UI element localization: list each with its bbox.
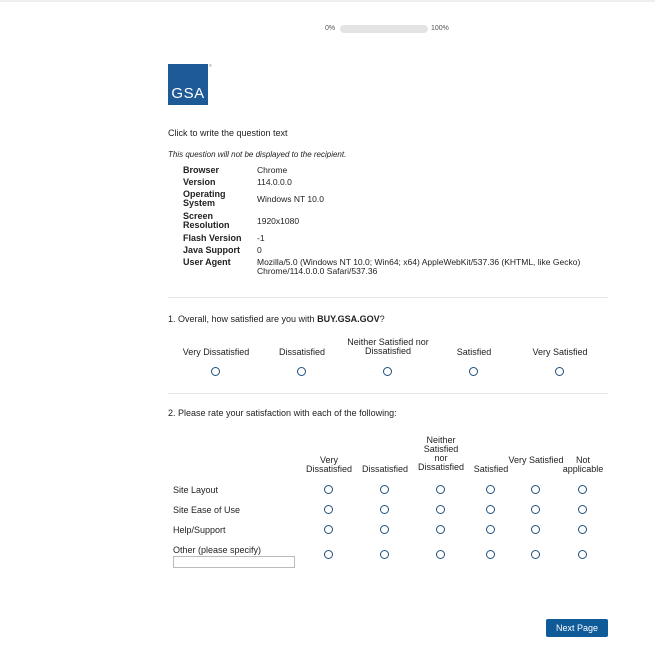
q2-radio[interactable]: [486, 485, 495, 494]
q1-radio-2[interactable]: [383, 367, 392, 376]
meta-value: 114.0.0.0: [257, 177, 292, 187]
meta-value: 1920x1080: [257, 216, 300, 226]
q2-radio[interactable]: [380, 525, 389, 534]
q2-radio[interactable]: [486, 505, 495, 514]
q1-option-label: Satisfied: [456, 347, 492, 357]
q2-row-label: Site Layout: [173, 485, 219, 495]
q2-radio[interactable]: [380, 485, 389, 494]
q1-option-label: Very Dissatisfied: [182, 347, 250, 357]
meta-label: Browser: [183, 165, 220, 175]
q2-radio[interactable]: [531, 550, 540, 559]
top-border: [0, 0, 655, 2]
q2-radio[interactable]: [324, 485, 333, 494]
q2-radio[interactable]: [578, 485, 587, 494]
meta-value: Windows NT 10.0: [257, 194, 324, 204]
q1-site: BUY.GSA.GOV: [317, 314, 380, 324]
next-page-button[interactable]: Next Page: [546, 619, 608, 637]
meta-label: Screen Resolution: [183, 211, 230, 230]
meta-label: Flash Version: [183, 233, 242, 243]
q1-text: [168, 314, 385, 324]
meta-value: Chrome: [257, 165, 288, 175]
q2-row-label: Help/Support: [173, 525, 226, 535]
meta-label: Operating System: [183, 189, 226, 208]
q1-radio-1[interactable]: [297, 367, 306, 376]
progress-end-label: 100%: [431, 25, 449, 32]
meta-value: Mozilla/5.0 (Windows NT 10.0; Win64; x64) AppleWebKit/537.36 (KHTML, like Gecko) Chrome/114.0.0.0 Safari/537.36: [257, 257, 581, 276]
divider: [168, 297, 608, 298]
q2-column-header: Very Dissatisfied: [305, 455, 352, 474]
q2-radio[interactable]: [324, 505, 333, 514]
q1-radio-4[interactable]: [555, 367, 564, 376]
q2-row-label: Site Ease of Use: [173, 505, 241, 515]
progress-bar: [340, 25, 428, 33]
q2-radio[interactable]: [436, 505, 445, 514]
q2-radio[interactable]: [578, 525, 587, 534]
q2-column-header: Neither Satisfied nor Dissatisfied: [418, 435, 465, 472]
q2-column-header: Not applicable: [562, 455, 604, 474]
q2-radio[interactable]: [324, 525, 333, 534]
logo-text: GSA: [171, 85, 205, 102]
q1-option-label: Very Satisfied: [532, 347, 588, 357]
other-specify-input[interactable]: [173, 556, 295, 568]
gsa-logo: [168, 64, 208, 105]
q1-option-label: Neither Satisfied nor Dissatisfied: [347, 337, 429, 356]
q1-radio-0[interactable]: [211, 367, 220, 376]
q2-column-header: Satisfied: [473, 464, 509, 474]
meta-label: Version: [183, 177, 216, 187]
q2-radio[interactable]: [531, 525, 540, 534]
meta-label: Java Support: [183, 245, 241, 255]
meta-value: -1: [257, 233, 265, 243]
q2-radio[interactable]: [380, 550, 389, 559]
q2-radio[interactable]: [578, 505, 587, 514]
q2-row-label: Other (please specify): [173, 545, 262, 555]
progress-start-label: 0%: [325, 25, 336, 32]
q2-radio[interactable]: [531, 485, 540, 494]
meta-question-text[interactable]: Click to write the question text: [168, 128, 288, 138]
q1-option-label: Dissatisfied: [278, 347, 325, 357]
meta-question-note: This question will not be displayed to the recipient.: [168, 150, 347, 159]
q1-radio-3[interactable]: [469, 367, 478, 376]
q2-radio[interactable]: [380, 505, 389, 514]
q2-radio[interactable]: [324, 550, 333, 559]
q2-radio[interactable]: [578, 550, 587, 559]
q2-radio[interactable]: [436, 485, 445, 494]
meta-value: 0: [257, 245, 262, 255]
q2-column-header: Dissatisfied: [361, 464, 408, 474]
q2-radio[interactable]: [436, 550, 445, 559]
q2-radio[interactable]: [486, 525, 495, 534]
q2-radio[interactable]: [486, 550, 495, 559]
q2-radio[interactable]: [436, 525, 445, 534]
q2-text: 2. Please rate your satisfaction with each of the following:: [168, 408, 397, 418]
registered-mark: ®: [209, 63, 212, 68]
q1-suffix: ?: [379, 314, 385, 324]
divider: [168, 393, 608, 394]
q1-prefix: 1. Overall, how satisfied are you with: [168, 314, 318, 324]
q2-radio[interactable]: [531, 505, 540, 514]
meta-label: User Agent: [183, 257, 231, 267]
q2-column-header: Very Satisfied: [508, 455, 564, 465]
